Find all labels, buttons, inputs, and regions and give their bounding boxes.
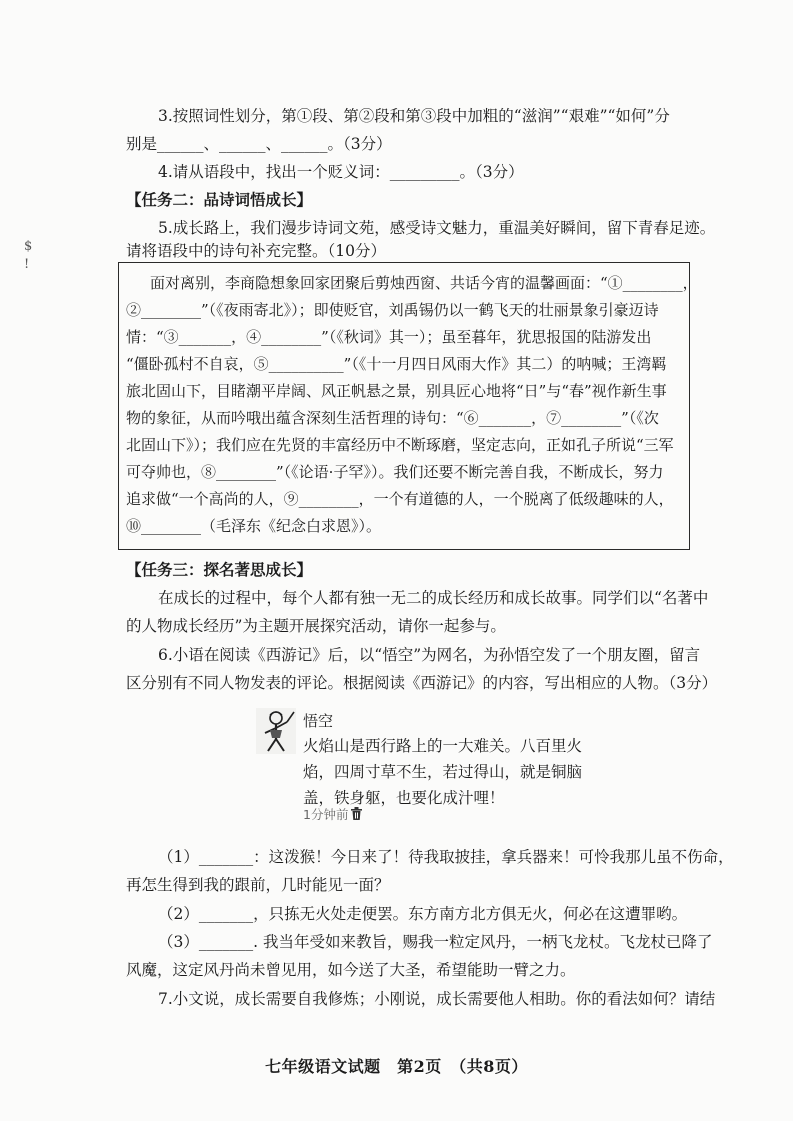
trash-icon[interactable] (351, 807, 362, 820)
q4: 4.请从语段中，找出一个贬义词：_________。（3分） (158, 163, 524, 181)
q3-line2: 别是______、______、______。（3分） (126, 135, 392, 153)
q6-line2: 区分别有不同人物发表的评论。根据阅读《西游记》的内容，写出相应的人物。（3分） (126, 674, 718, 692)
box-line-6: 物的象征，从而吟哦出蕴含深刻生活哲理的诗句：“⑥_______，⑦________”（《次 (126, 409, 659, 427)
q7-line1: 7.小文说，成长需要自我修炼；小刚说，成长需要他人相助。你的看法如何？请结 (158, 990, 716, 1008)
box-line-9: 追求做“一个高尚的人，⑨________，一个有道德的人，一个脱离了低级趣味的人， (126, 490, 674, 508)
task3-heading: 【任务三：探名著思成长】 (126, 560, 313, 579)
task2-heading: 【任务二：品诗词悟成长】 (126, 190, 313, 209)
box-line-10: ⑩________（毛泽东《纪念白求恩》）。 (126, 517, 382, 535)
box-line-5: 旅北固山下，目睹潮平岸阔、风正帆悬之景，别具匠心地将“日”与“春”视作新生事 (126, 382, 667, 400)
post-text-line-1: 火焰山是西行路上的一大难关。八百里火 (303, 737, 583, 755)
box-line-1: 面对离别，李商隐想象回家团聚后剪烛西窗、共话今宵的温馨画面：“①________， (150, 274, 698, 292)
post-author-name: 悟空 (303, 712, 334, 730)
answer-1-line2: 再怎生得到我的跟前，几时能见一面？ (126, 876, 390, 894)
answer-3-line1: （3）_______. 我当年受如来教旨，赐我一粒定风丹，一柄飞龙杖。飞龙杖已降了 (158, 933, 713, 951)
box-line-2: ②________”（《夜雨寄北》）；即使贬官，刘禹锡仍以一鹤飞天的壮丽景象引豪迈诗 (126, 301, 659, 319)
margin-marks: $ ! (24, 239, 33, 272)
box-line-7: 北固山下》）；我们应在先贤的丰富经历中不断琢磨，坚定志向，正如孔子所说“三军 (126, 436, 674, 454)
q6-line1: 6.小语在阅读《西游记》后，以“悟空”为网名，为孙悟空发了一个朋友圈，留言 (158, 646, 701, 664)
box-line-3: 情：“③_______，④________”（《秋词》其一）；虽至暮年，犹思报国的陆游发出 (126, 328, 652, 346)
answer-1-line1: （1）_______：这泼猴！今日来了！待我取披挂，拿兵器来！可怜我那儿虽不伤命， (158, 848, 734, 866)
intro-line1: 在成长的过程中，每个人都有独一无二的成长经历和成长故事。同学们以“名著中 (158, 589, 709, 607)
q3-line1: 3.按照词性划分，第①段、第②段和第③段中加粗的“滋润”“艰难”“如何”分 (158, 107, 670, 125)
q5-line1: 5.成长路上，我们漫步诗词文苑，感受诗文魅力，重温美好瞬间，留下青春足迹。 (158, 219, 716, 237)
answer-3-line2: 风魔，这定风丹尚未曾见用，如今送了大圣，希望能助一臂之力。 (126, 961, 576, 979)
answer-2: （2）_______，只拣无火处走便罢。东方南方北方俱无火，何必在这遭罪哟。 (158, 905, 688, 923)
q5-line2: 请将语段中的诗句补充完整。（10分） (126, 242, 386, 260)
post-text-line-2: 焰，四周寸草不生，若过得山，就是铜脑 (303, 763, 583, 781)
page-footer: 七年级语文试题 第2页 （共8页） (265, 1057, 528, 1076)
post-text-line-3: 盖，铁身躯，也要化成汁哩！ (303, 789, 505, 807)
intro-line2: 的人物成长经历”为主题开展探究活动，请你一起参与。 (126, 617, 506, 635)
box-line-8: 可夺帅也，⑧________”（《论语·子罕》）。我们还要不断完善自我，不断成长，努力 (126, 463, 664, 481)
box-line-4: “僵卧孤村不自哀，⑤__________”（《十一月四日风雨大作》其二）的呐喊；王湾羁 (126, 355, 667, 373)
post-timestamp: 1分钟前 (303, 807, 349, 822)
monkey-king-avatar-icon (256, 708, 296, 754)
